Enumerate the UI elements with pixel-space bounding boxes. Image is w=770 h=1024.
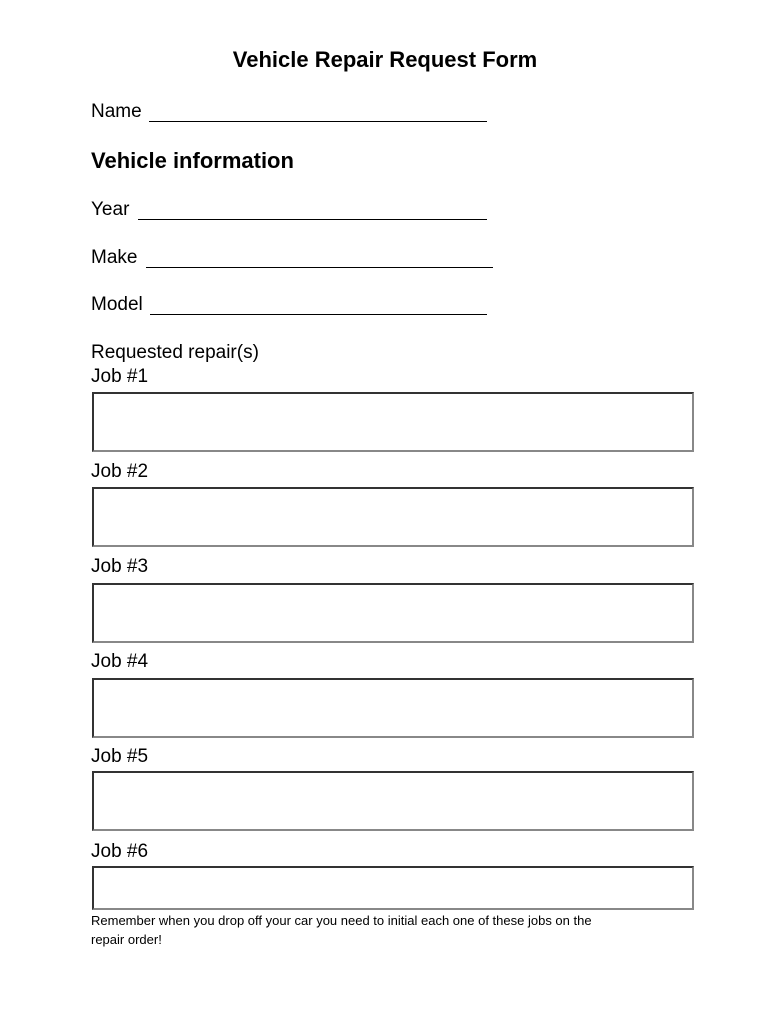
section-heading: Vehicle information bbox=[91, 148, 294, 173]
job-label: Job #4 bbox=[91, 651, 149, 672]
name-field[interactable] bbox=[149, 121, 487, 122]
model-label: Model bbox=[91, 294, 143, 315]
model-field[interactable] bbox=[150, 314, 487, 315]
job-5-field[interactable] bbox=[92, 771, 694, 831]
make-label: Make bbox=[91, 247, 138, 268]
note-line-2: repair order! bbox=[91, 932, 162, 947]
job-4-field[interactable] bbox=[92, 678, 694, 738]
note-line-1: Remember when you drop off your car you need to initial each one of these jobs on the bbox=[91, 913, 592, 928]
job-6-field[interactable] bbox=[92, 866, 694, 910]
job-label: Job #3 bbox=[91, 556, 149, 577]
job-2-field[interactable] bbox=[92, 487, 694, 547]
job-label: Job #2 bbox=[91, 461, 149, 482]
job-label: Job #6 bbox=[91, 841, 149, 862]
requested-repairs-label: Requested repair(s) bbox=[91, 342, 259, 363]
job-label: Job #1 bbox=[91, 366, 149, 387]
year-label: Year bbox=[91, 199, 130, 220]
make-field[interactable] bbox=[146, 267, 493, 268]
job-1-field[interactable] bbox=[92, 392, 694, 452]
year-field[interactable] bbox=[138, 219, 487, 220]
job-label: Job #5 bbox=[91, 746, 149, 767]
name-label: Name bbox=[91, 101, 142, 122]
form-title: Vehicle Repair Request Form bbox=[232, 47, 538, 72]
job-3-field[interactable] bbox=[92, 583, 694, 643]
